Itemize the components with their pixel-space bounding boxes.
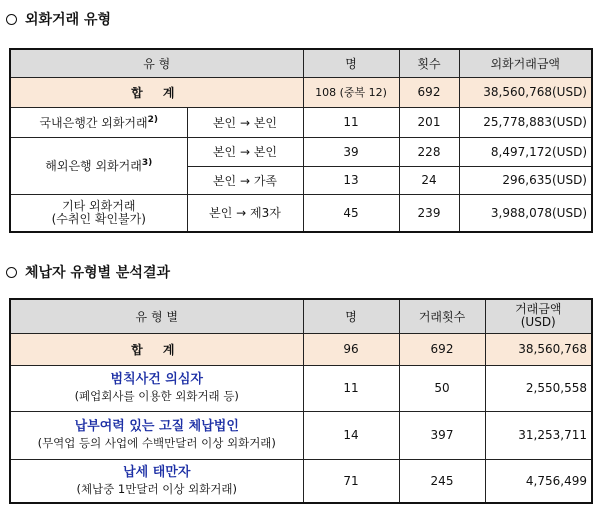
- row-amount: 4,756,499: [485, 459, 592, 503]
- total-persons: 96: [303, 333, 399, 365]
- row-persons: 11: [303, 365, 399, 411]
- section2-title: 체납자 유형별 분석결과: [25, 265, 170, 281]
- footnote-mark: 2): [147, 114, 159, 125]
- row-desc: (무역업 등의 사업에 수백만달러 이상 외화거래): [37, 436, 276, 450]
- header-count: 거래횟수: [399, 299, 485, 333]
- row-count: 24: [399, 166, 459, 194]
- table-row: [10, 411, 592, 459]
- row-count: 201: [399, 107, 459, 137]
- header-persons: 명: [303, 49, 399, 77]
- total-count: 692: [399, 333, 485, 365]
- row-title: 납세 태만자: [123, 464, 191, 480]
- row-amount: 25,778,883(USD): [459, 107, 592, 137]
- row-desc: (폐업회사를 이용한 외화거래 등): [74, 389, 239, 403]
- footnote-mark: 3): [141, 158, 153, 168]
- total-amount: 38,560,768: [485, 333, 592, 365]
- row-amount: 296,635(USD): [459, 166, 592, 194]
- header-type: 유 형: [10, 49, 303, 77]
- row-sub: 본인 → 가족: [187, 166, 303, 194]
- header-amount-line1: 거래금액: [515, 302, 562, 317]
- row-persons: 11: [303, 107, 399, 137]
- total-label: 합 계: [131, 85, 183, 100]
- row-category: 해외은행 외화거래: [45, 159, 142, 173]
- total-persons: 108 (중복 12): [303, 77, 399, 107]
- row-persons: 71: [303, 459, 399, 503]
- total-count: 692: [399, 77, 459, 107]
- header-amount: 외화거래금액: [459, 49, 592, 77]
- row-amount: 31,253,711: [485, 411, 592, 459]
- row-count: 228: [399, 137, 459, 166]
- row-persons: 45: [303, 194, 399, 232]
- row-count: 239: [399, 194, 459, 232]
- section1-title: 외화거래 유형: [25, 12, 112, 28]
- header-type: 유 형 별: [10, 299, 303, 333]
- row-category-line2: (수취인 확인불가): [51, 211, 146, 226]
- foreign-exchange-type-table: [9, 48, 593, 233]
- table-row: [10, 137, 592, 166]
- row-persons: 14: [303, 411, 399, 459]
- row-persons: 39: [303, 137, 399, 166]
- row-count: 245: [399, 459, 485, 503]
- table-row: [10, 107, 592, 137]
- row-sub: 본인 → 제3자: [187, 194, 303, 232]
- total-label: 합 계: [131, 342, 183, 357]
- circle-bullet-icon: [6, 267, 17, 278]
- total-amount: 38,560,768(USD): [459, 77, 592, 107]
- table-row: [10, 194, 592, 232]
- row-count: 397: [399, 411, 485, 459]
- section2-heading: [6, 262, 170, 282]
- row-persons: 13: [303, 166, 399, 194]
- row-category-line1: 기타 외화거래: [62, 198, 136, 213]
- row-sub: 본인 → 본인: [187, 107, 303, 137]
- row-amount: 8,497,172(USD): [459, 137, 592, 166]
- delinquent-type-analysis-table: [9, 298, 593, 504]
- section1-heading: [6, 9, 111, 29]
- header-persons: 명: [303, 299, 399, 333]
- row-count: 50: [399, 365, 485, 411]
- row-title: 납부여력 있는 고질 체납법인: [74, 419, 239, 434]
- row-title: 범칙사건 의심자: [110, 372, 203, 387]
- header-count: 횟수: [399, 49, 459, 77]
- header-amount-line2: (USD): [520, 315, 556, 330]
- row-sub: 본인 → 본인: [187, 137, 303, 166]
- circle-bullet-icon: [6, 14, 17, 25]
- row-category: 국내은행간 외화거래: [39, 115, 148, 130]
- row-desc: (체납중 1만달러 이상 외화거래): [76, 481, 238, 496]
- table-row: [10, 459, 592, 503]
- row-amount: 3,988,078(USD): [459, 194, 592, 232]
- table-row: [10, 365, 592, 411]
- row-amount: 2,550,558: [485, 365, 592, 411]
